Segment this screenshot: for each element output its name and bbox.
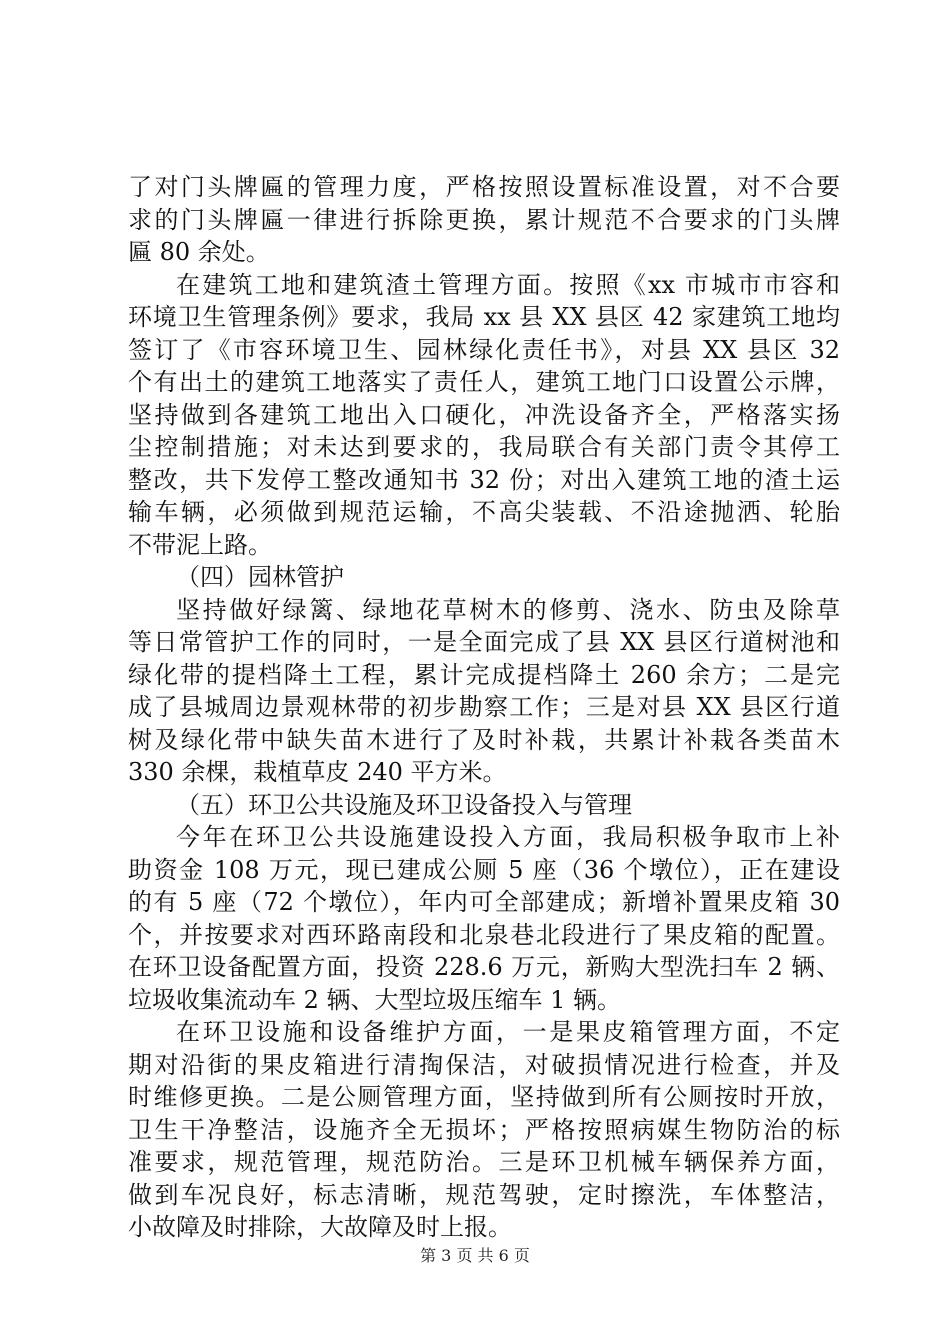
document-body xyxy=(128,171,840,1244)
text-line: 树及绿化带中缺失苗木进行了及时补栽，共累计补栽各类苗木 xyxy=(128,725,840,754)
text-line: 卫生干净整洁，设施齐全无损坏；严格按照病媒生物防治的标 xyxy=(128,1115,840,1144)
text-line: 在环卫设备配置方面，投资 228.6 万元，新购大型洗扫车 2 辆、 xyxy=(128,953,840,981)
text-line: 今年在环卫公共设施建设投入方面，我局积极争取市上补 xyxy=(176,823,840,851)
text-line: 了对门头牌匾的管理力度，严格按照设置标准设置，对不合要 xyxy=(128,173,840,201)
text-line: 等日常管护工作的同时，一是全面完成了县 XX 县区行道树池和 xyxy=(128,628,840,656)
section-heading xyxy=(128,789,840,822)
paragraph xyxy=(128,171,840,269)
paragraph xyxy=(128,821,840,1016)
text-line: 期对沿街的果皮箱进行清掏保洁，对破损情况进行检查，并及 xyxy=(128,1050,840,1079)
text-line: 坚持做到各建筑工地出入口硬化，冲洗设备齐全，严格落实扬 xyxy=(128,400,840,429)
text-line: （五）环卫公共设施及环卫设备投入与管理 xyxy=(176,790,632,819)
text-line: 不带泥上路。 xyxy=(128,530,272,559)
text-line: 的有 5 座（72 个墩位），年内可全部建成；新增补置果皮箱 30 xyxy=(128,888,840,916)
text-line: 个有出土的建筑工地落实了责任人，建筑工地门口设置公示牌， xyxy=(128,368,840,396)
text-line: 准要求，规范管理，规范防治。三是环卫机械车辆保养方面， xyxy=(128,1148,840,1176)
text-line: 成了县城周边景观林带的初步勘察工作；三是对县 XX 县区行道 xyxy=(128,693,840,721)
text-line: 匾 80 余处。 xyxy=(128,238,270,266)
text-container xyxy=(128,171,840,1244)
text-line: 垃圾收集流动车 2 辆、大型垃圾压缩车 1 辆。 xyxy=(128,985,622,1014)
page-footer: 第 3 页 共 6 页 xyxy=(420,1246,530,1265)
section-heading xyxy=(128,561,840,594)
text-line: 绿化带的提档降土工程，累计完成提档降土 260 余方；二是完 xyxy=(128,660,840,689)
text-line: 输车辆，必须做到规范运输，不高尖装载、不沿途抛洒、轮胎 xyxy=(128,498,840,526)
text-line: 尘控制措施；对未达到要求的，我局联合有关部门责令其停工 xyxy=(128,433,840,461)
text-line: 整改，共下发停工整改通知书 32 份；对出入建筑工地的渣土运 xyxy=(128,465,840,494)
text-line: 在环卫设施和设备维护方面，一是果皮箱管理方面，不定 xyxy=(176,1018,840,1046)
paragraph xyxy=(128,594,840,789)
text-line: 个，并按要求对西环路南段和北泉巷北段进行了果皮箱的配置。 xyxy=(128,920,840,949)
text-line: 做到车况良好，标志清晰，规范驾驶，定时擦洗，车体整洁， xyxy=(128,1180,840,1209)
text-line: 求的门头牌匾一律进行拆除更换，累计规范不合要求的门头牌 xyxy=(128,205,840,234)
text-line: （四）园林管护 xyxy=(176,563,344,591)
text-line: 小故障及时排除，大故障及时上报。 xyxy=(128,1213,512,1241)
paragraph xyxy=(128,1016,840,1244)
text-line: 签订了《市容环境卫生、园林绿化责任书》，对县 XX 县区 32 xyxy=(128,335,840,364)
paragraph xyxy=(128,269,840,562)
text-line: 330 余棵，栽植草皮 240 平方米。 xyxy=(128,758,507,786)
text-line: 助资金 108 万元，现已建成公厕 5 座（36 个墩位），正在建设 xyxy=(128,855,840,884)
text-line: 环境卫生管理条例》要求，我局 xx 县 XX 县区 42 家建筑工地均 xyxy=(128,303,840,331)
text-line: 在建筑工地和建筑渣土管理方面。按照《xx 市城市市容和 xyxy=(176,270,840,299)
text-line: 时维修更换。二是公厕管理方面，坚持做到所有公厕按时开放， xyxy=(128,1083,840,1111)
text-line: 坚持做好绿篱、绿地花草树木的修剪、浇水、防虫及除草 xyxy=(176,595,840,624)
